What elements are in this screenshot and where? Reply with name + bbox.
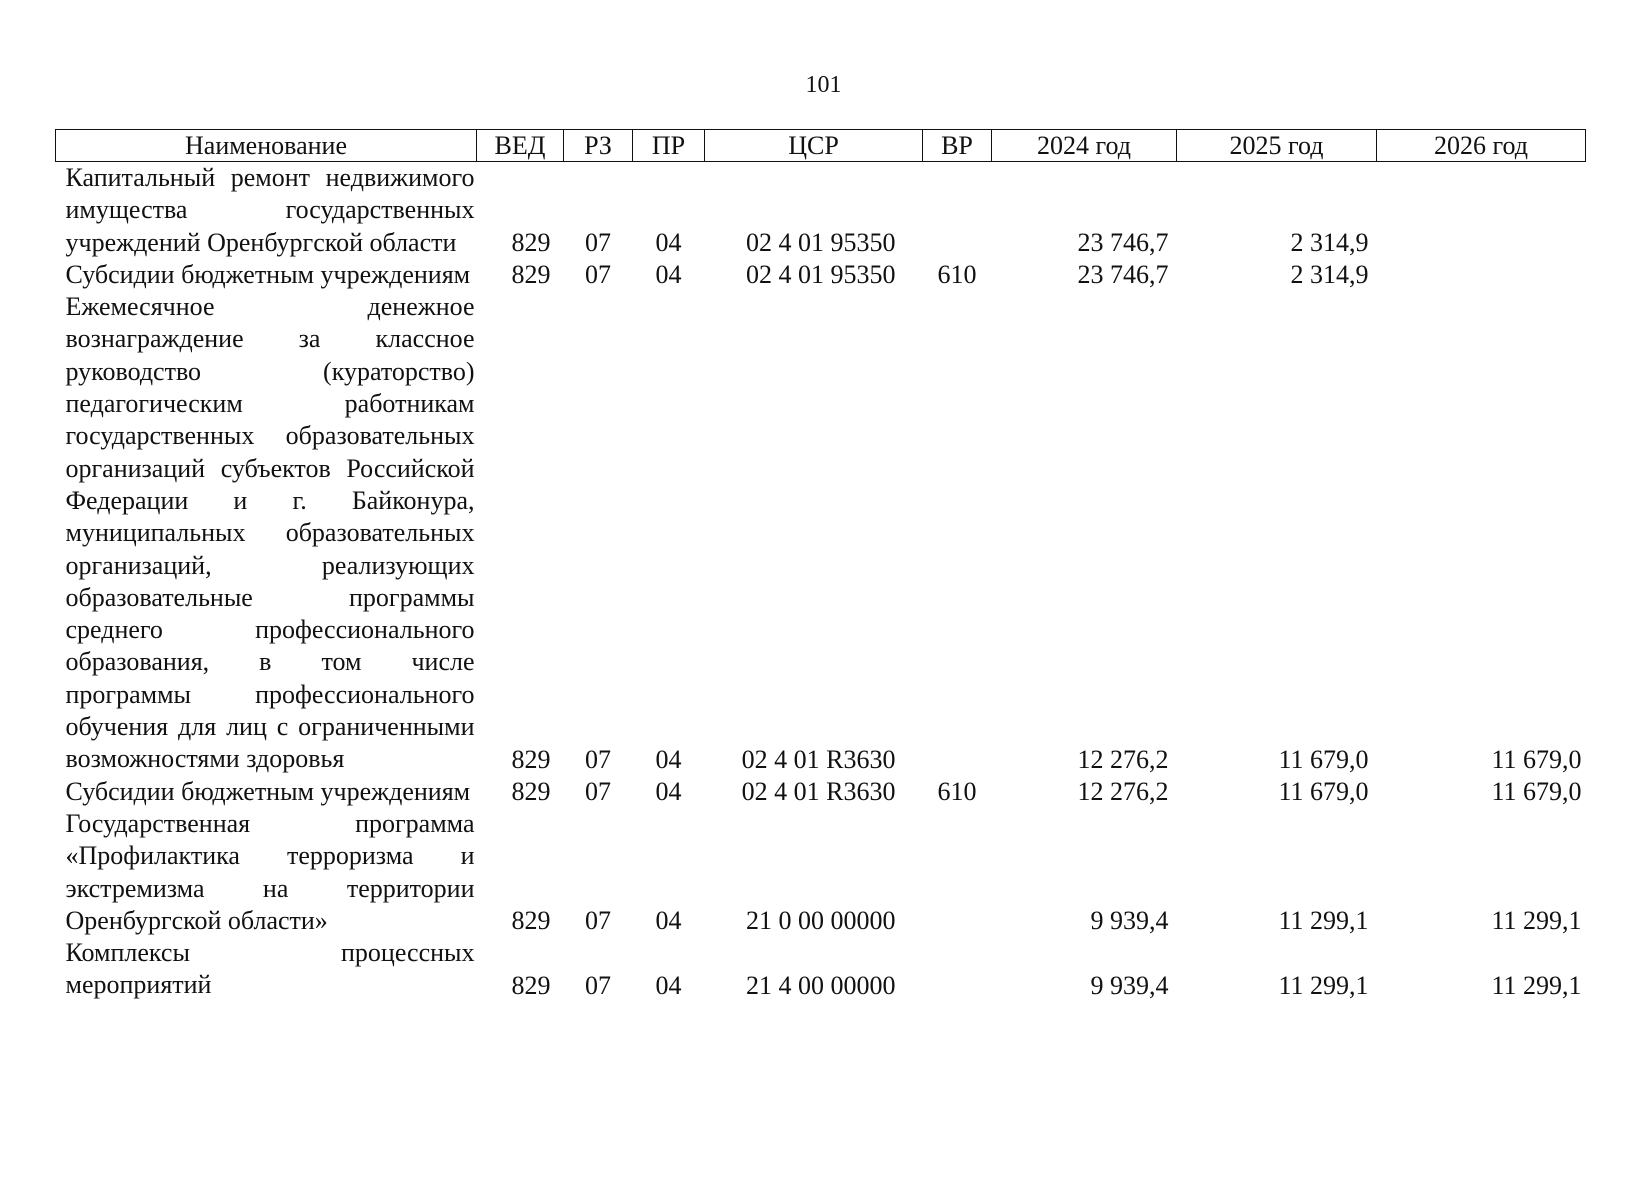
header-csr: ЦСР	[705, 130, 923, 162]
row-ved: 829	[511, 906, 551, 936]
table-header	[56, 130, 1586, 162]
row-pr: 04	[655, 906, 682, 936]
row-ved: 829	[511, 970, 551, 1000]
row-name: Субсидии бюджетным учреждениям	[65, 259, 471, 289]
header-2026: 2026 год	[1377, 130, 1586, 162]
row-vr	[923, 291, 992, 775]
row-name: Государственная программа «Профилактика терроризма и экстремизма на территории Оренбургской области»	[65, 808, 475, 935]
row-pr: 04	[655, 260, 682, 290]
row-csr: 02 4 01 R3630	[741, 744, 896, 774]
row-pr: 04	[655, 227, 682, 257]
row-2025: 11 679,0	[1278, 776, 1369, 806]
header-ved: ВЕД	[477, 130, 564, 162]
row-rz: 07	[585, 227, 611, 257]
row-pr: 04	[655, 776, 682, 806]
row-2024: 12 276,2	[1077, 744, 1169, 774]
row-csr: 02 4 01 95350	[746, 227, 896, 257]
row-rz: 07	[585, 744, 611, 774]
header-vr: ВР	[923, 130, 992, 162]
row-ved: 829	[511, 744, 551, 774]
row-2024: 12 276,2	[1077, 776, 1169, 806]
row-2026: 11 299,1	[1491, 970, 1582, 1000]
table-row	[56, 937, 1586, 1002]
row-2025: 2 314,9	[1290, 227, 1369, 257]
row-csr: 02 4 01 95350	[746, 260, 896, 290]
row-ved: 829	[511, 776, 551, 806]
row-csr: 02 4 01 R3630	[741, 776, 896, 806]
row-pr: 04	[655, 744, 682, 774]
row-vr	[923, 808, 992, 937]
row-2025: 11 299,1	[1278, 970, 1369, 1000]
row-2026: 11 679,0	[1491, 776, 1582, 806]
header-2024: 2024 год	[992, 130, 1177, 162]
row-vr: 610	[937, 776, 977, 806]
row-vr	[923, 937, 992, 1002]
table-row	[56, 162, 1586, 259]
row-2024: 9 939,4	[1090, 906, 1169, 936]
row-rz: 07	[585, 970, 611, 1000]
row-vr	[923, 162, 992, 259]
table-row	[56, 776, 1586, 808]
row-ved: 829	[511, 227, 551, 257]
row-rz: 07	[585, 260, 611, 290]
row-2024: 9 939,4	[1090, 970, 1169, 1000]
table-body	[56, 162, 1586, 1002]
row-name: Ежемесячное денежное вознаграждение за классное руководство (кураторство) педагогическим работникам государственных образовательных организаций субъектов Российской Федерации и г. Байконура, муниципальных образовательных организаций, реализующих образовательные программы среднего профессионального образования, в том числе программы профессионального обучения для лиц с ограниченными возможностями здоровья	[65, 292, 475, 774]
row-csr: 21 4 00 00000	[746, 970, 896, 1000]
row-name: Субсидии бюджетным учреждениям	[65, 776, 471, 806]
row-2025: 11 679,0	[1278, 744, 1369, 774]
table-row	[56, 808, 1586, 937]
row-2026: 11 679,0	[1491, 744, 1582, 774]
table-row	[56, 259, 1586, 291]
row-name: Комплексы процессных мероприятий	[65, 938, 475, 1000]
row-2025: 11 299,1	[1278, 906, 1369, 936]
table-row	[56, 291, 1586, 775]
row-2025: 2 314,9	[1290, 260, 1369, 290]
row-2026	[1377, 162, 1586, 259]
row-rz: 07	[585, 776, 611, 806]
row-pr: 04	[655, 970, 682, 1000]
header-2025: 2025 год	[1177, 130, 1377, 162]
row-ved: 829	[511, 260, 551, 290]
row-vr: 610	[937, 260, 977, 290]
header-pr: ПР	[633, 130, 705, 162]
row-2024: 23 746,7	[1077, 260, 1169, 290]
row-csr: 21 0 00 00000	[746, 906, 896, 936]
page-number: 101	[805, 72, 842, 98]
row-rz: 07	[585, 906, 611, 936]
row-name: Капитальный ремонт недвижимого имущества государственных учреждений Оренбургской области	[65, 163, 475, 257]
header-name: Наименование	[56, 130, 477, 162]
header-rz: РЗ	[564, 130, 633, 162]
row-2026: 11 299,1	[1491, 906, 1582, 936]
row-2026	[1377, 259, 1586, 291]
row-2024: 23 746,7	[1077, 227, 1169, 257]
budget-table	[55, 129, 1586, 1002]
